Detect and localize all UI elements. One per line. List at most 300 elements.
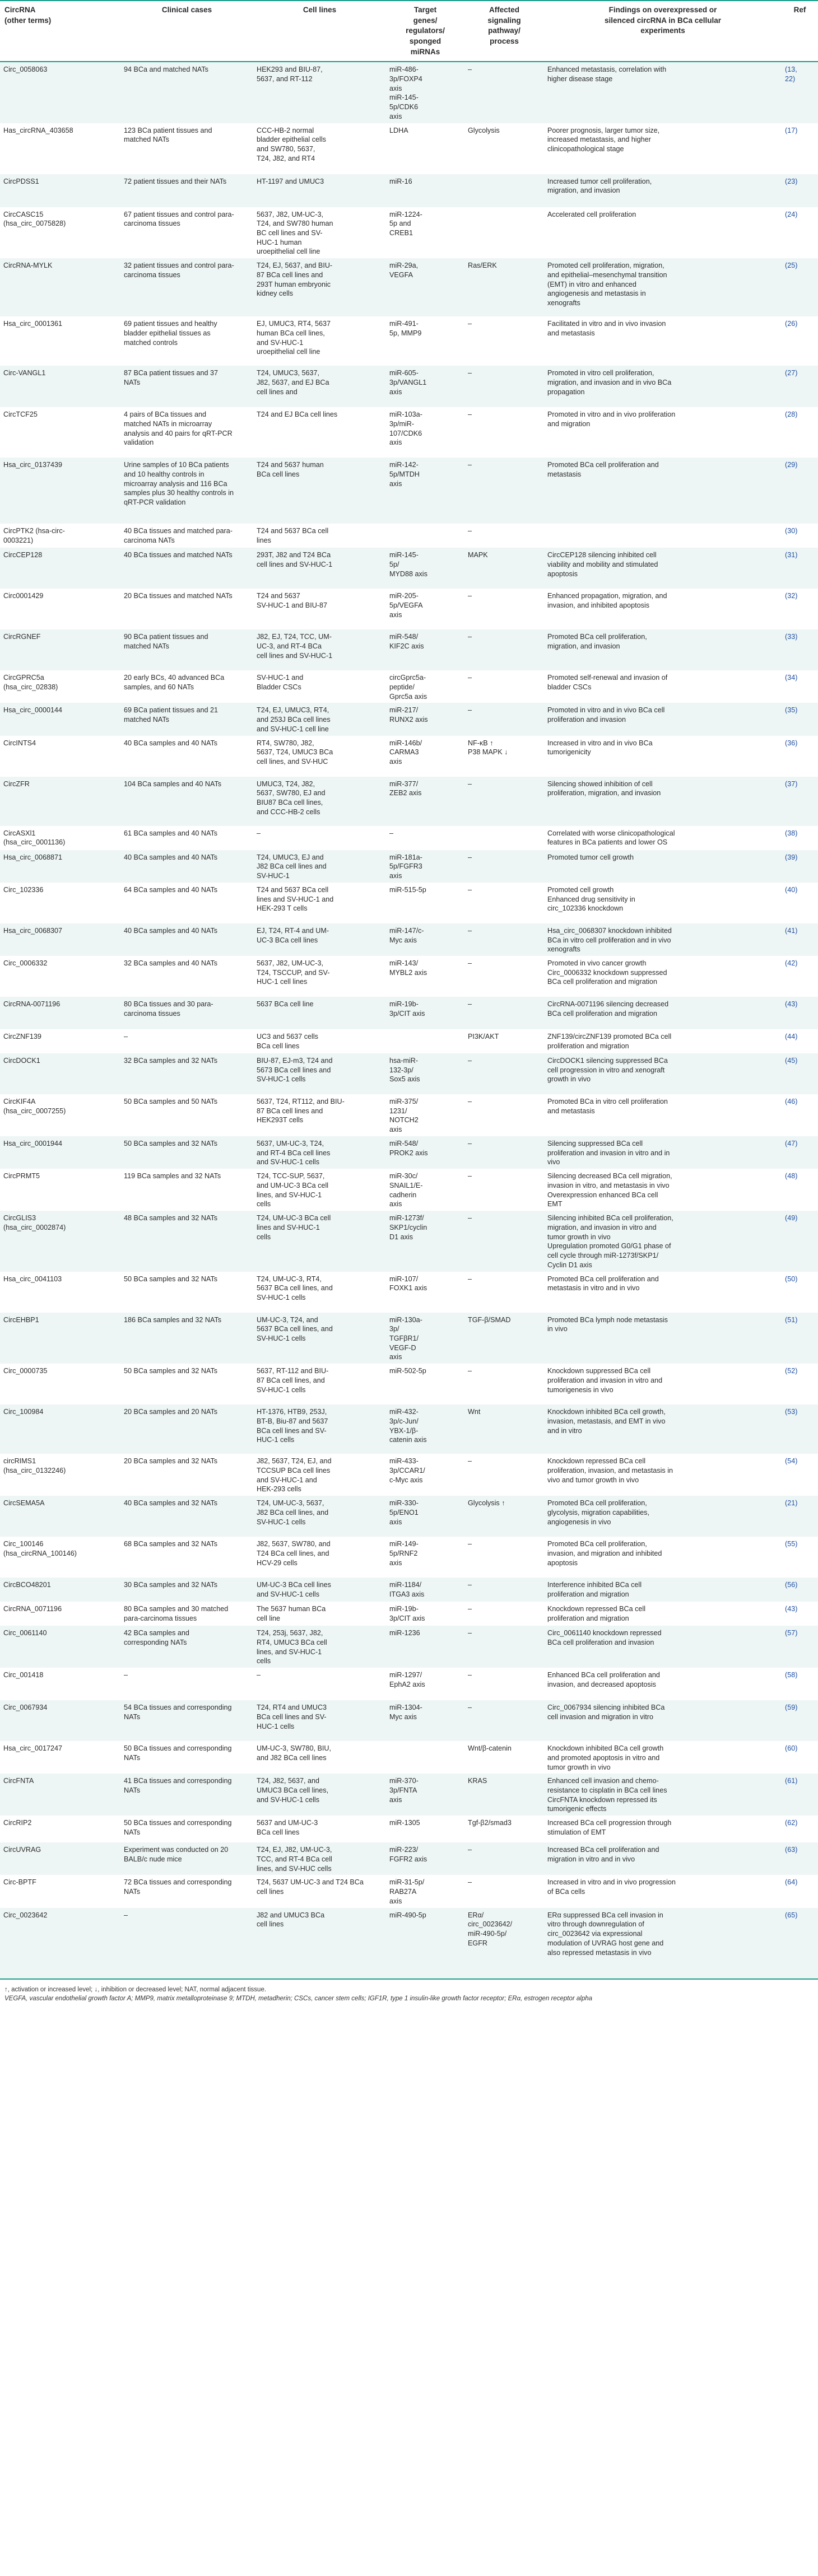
cell-clinical-cases: 94 BCa and matched NATs (124, 66, 208, 74)
cell-clinical-cases: 50 BCa samples and 32 NATs (124, 1139, 218, 1147)
cell-ref: (50) (785, 1275, 798, 1283)
cell-ref: (38) (785, 829, 798, 837)
cell-findings: Increased BCa cell proliferation and migration in vitro and in vivo (547, 1846, 659, 1863)
table-row (0, 366, 818, 407)
header-ref: Ref (782, 1, 818, 62)
cell-ref: (13, 22) (785, 66, 797, 83)
cell-ref: (61) (785, 1777, 798, 1785)
cell-ref: (25) (785, 262, 798, 270)
table-row (0, 1908, 818, 1979)
cell-target-genes: – (389, 829, 394, 837)
cell-ref: (30) (785, 527, 798, 535)
cell-findings: Silencing suppressed BCa cell proliferation and invasion in vitro and in vivo (547, 1139, 670, 1166)
cell-clinical-cases: 40 BCa samples and 32 NATs (124, 1499, 218, 1508)
cell-target-genes: circGprc5a- peptide/ Gprc5a axis (389, 674, 427, 701)
cell-target-genes (386, 524, 464, 548)
cell-cell-lines: J82 and UMUC3 BCa cell lines (253, 1908, 386, 1979)
cell-clinical-cases: 67 patient tissues and control para- carcinoma tissues (124, 210, 234, 228)
cell-signaling-pathway: KRAS (468, 1777, 487, 1785)
cell-target-genes: miR-16 (389, 177, 412, 185)
cell-signaling-pathway: – (468, 369, 472, 377)
cell-clinical-cases: 32 BCa samples and 40 NATs (124, 959, 218, 968)
cell-ref: (37) (785, 780, 798, 788)
table-row (0, 1741, 818, 1774)
table-row (0, 407, 818, 458)
cell-signaling-pathway: – (468, 853, 472, 861)
cell-cell-lines: T24, EJ, 5637, and BIU- 87 BCa cell lines and 293T human embryonic kidney cells (257, 262, 333, 298)
cell-circrna: CircZNF139 (3, 1033, 41, 1041)
cell-clinical-cases: – (124, 1033, 128, 1041)
cell-target-genes: miR-370- 3p/FNTA axis (389, 1777, 419, 1804)
cell-findings: Promoted in vitro and in vivo BCa cell proliferation and invasion (547, 706, 665, 724)
cell-target-genes: miR-375/ 1231/ NOTCH2 axis (389, 1098, 419, 1134)
table-row (0, 1578, 818, 1602)
cell-ref: (23) (785, 177, 798, 185)
cell-target-genes: miR-491- 5p, MMP9 (389, 320, 422, 337)
cell-clinical-cases: 123 BCa patient tissues and matched NATs (124, 126, 212, 144)
cell-circrna: CircZFR (3, 780, 30, 788)
table-row (0, 629, 818, 670)
cell-target-genes: miR-149- 5p/RNF2 axis (389, 1540, 419, 1567)
cell-cell-lines: SV-HUC-1 and Bladder CSCs (257, 674, 304, 691)
cell-ref: (21) (785, 1499, 798, 1508)
cell-target-genes: miR-1297/ EphA2 axis (389, 1671, 425, 1688)
cell-cell-lines: HEK293 and BIU-87, 5637, and RT-112 (257, 66, 323, 83)
cell-circrna: CircINTS4 (3, 739, 36, 747)
cell-signaling-pathway: – (468, 1057, 472, 1065)
table-row (0, 1169, 818, 1211)
cell-signaling-pathway: – (468, 1605, 472, 1613)
cell-circrna: CircFNTA (3, 1777, 34, 1785)
cell-signaling-pathway: – (468, 320, 472, 328)
cell-signaling-pathway (464, 174, 544, 207)
cell-cell-lines: 5637 BCa cell line (257, 1000, 314, 1009)
cell-target-genes: miR-502-5p (389, 1367, 426, 1375)
cell-clinical-cases: 50 BCa samples and 32 NATs (124, 1275, 218, 1283)
cell-cell-lines: – (257, 1671, 261, 1679)
cell-clinical-cases: – (120, 1908, 253, 1979)
cell-signaling-pathway: – (468, 461, 472, 469)
cell-cell-lines: T24, UMUC3, EJ and J82 BCa cell lines and SV-HUC-1 (257, 853, 327, 880)
cell-clinical-cases: 80 BCa samples and 30 matched para-carcinoma tissues (124, 1605, 229, 1622)
cell-clinical-cases: Urine samples of 10 BCa patients and 10 healthy controls in microarray analysis and 116 BCa samples plus 30 healthy controls in qRT-PCR validation (124, 461, 234, 507)
cell-findings: Increased BCa cell progression through stimulation of EMT (547, 1819, 672, 1836)
cell-circrna: Hsa_circ_0017247 (3, 1744, 63, 1753)
cell-circrna: CircRNA-MYLK (3, 262, 53, 270)
cell-signaling-pathway: – (468, 633, 472, 641)
cell-signaling-pathway (464, 826, 544, 850)
cell-clinical-cases: 48 BCa samples and 32 NATs (124, 1214, 218, 1222)
cell-cell-lines: T24, UM-UC-3, RT4, 5637 BCa cell lines, and SV-HUC-1 cells (257, 1275, 333, 1301)
cell-findings: Increased in vitro and in vivo progression of BCa cells (547, 1878, 676, 1896)
cell-cell-lines: EJ, UMUC3, RT4, 5637 human BCa cell lines, and SV-HUC-1 uroepithelial cell line (257, 320, 331, 356)
table-row (0, 1136, 818, 1169)
cell-findings: Promoted BCa lymph node metastasis in vivo (547, 1315, 668, 1333)
cell-target-genes: miR-103a- 3p/miR- 107/CDK6 axis (389, 410, 422, 447)
cell-target-genes: miR-432- 3p/c-Jun/ YBX-1/β- catenin axis (389, 1408, 427, 1444)
cell-findings: Promoted cell growth Enhanced drug sensitivity in circ_102336 knockdown (547, 885, 635, 913)
cell-signaling-pathway: – (468, 1671, 472, 1679)
footnote-symbols: ↑, activation or increased level; ↓, inhibition or decreased level; NAT, normal adjacent tissue. (4, 1986, 267, 1993)
cell-findings: Interference inhibited BCa cell proliferation and migration (547, 1581, 642, 1598)
cell-findings: Knockdown repressed BCa cell proliferation and migration (547, 1605, 646, 1622)
cell-cell-lines: UM-UC-3, T24, and 5637 BCa cell lines, and SV-HUC-1 cells (257, 1315, 333, 1342)
cell-findings: Increased tumor cell proliferation, migration, and invasion (547, 177, 652, 195)
cell-circrna: Circ-BPTF (3, 1878, 36, 1887)
cell-circrna: Circ_0000735 (3, 1367, 48, 1375)
table-header (0, 1, 818, 62)
cell-signaling-pathway: – (468, 1581, 472, 1589)
cell-ref: (55) (785, 1540, 798, 1548)
cell-signaling-pathway: MAPK (468, 551, 488, 559)
cell-cell-lines: T24 and 5637 SV-HUC-1 and BIU-87 (257, 592, 327, 609)
cell-cell-lines: RT4, SW780, J82, 5637, T24, UMUC3 BCa cell lines, and SV-HUC (257, 739, 333, 766)
cell-findings: Enhanced cell invasion and chemo- resistance to cisplatin in BCa cell lines CircFNTA knockdown repressed its tumorigenic effects (547, 1777, 667, 1813)
cell-clinical-cases: 50 BCa tissues and corresponding NATs (124, 1744, 232, 1762)
cell-ref: (39) (785, 853, 798, 861)
cell-signaling-pathway: – (468, 1540, 472, 1548)
cell-ref: (31) (785, 551, 798, 559)
cell-clinical-cases: 61 BCa samples and 40 NATs (124, 829, 218, 837)
table-row (0, 1668, 818, 1700)
cell-circrna: Circ_0023642 (0, 1908, 120, 1979)
cell-findings: Promoted self-renewal and invasion of bladder CSCs (547, 674, 668, 691)
cell-signaling-pathway: – (468, 1629, 472, 1637)
cell-findings: Knockdown repressed BCa cell proliferation, invasion, and metastasis in vivo and tumor growth in vivo (547, 1457, 673, 1484)
cell-signaling-pathway: – (468, 592, 472, 600)
cell-findings: Promoted BCa cell proliferation, migration, and invasion (547, 633, 647, 650)
cell-findings: Circ_0061140 knockdown repressed BCa cell proliferation and invasion (547, 1629, 662, 1646)
cell-clinical-cases: 40 BCa samples and 40 NATs (124, 739, 218, 747)
cell-cell-lines: CCC-HB-2 normal bladder epithelial cells and SW780, 5637, T24, J82, and RT4 (257, 126, 326, 162)
cell-clinical-cases: 119 BCa samples and 32 NATs (124, 1172, 221, 1180)
cell-signaling-pathway: – (468, 1704, 472, 1712)
table-row (0, 826, 818, 850)
cell-findings: CircRNA-0071196 silencing decreased BCa cell proliferation and migration (547, 1000, 669, 1018)
cell-target-genes: miR-605- 3p/VANGL1 axis (389, 369, 427, 396)
cell-cell-lines: HT-1197 and UMUC3 (257, 177, 324, 185)
cell-cell-lines: T24, 5637 UM-UC-3 and T24 BCa cell lines (257, 1878, 364, 1896)
cell-circrna: CircTCF25 (3, 410, 38, 419)
cell-cell-lines: T24 and 5637 BCa cell lines and SV-HUC-1 and HEK-293 T cells (257, 885, 334, 913)
cell-target-genes: miR-1224- 5p and CREB1 (389, 210, 422, 237)
cell-cell-lines: 5637, J82, UM-UC-3, T24, TSCCUP, and SV- HUC-1 cell lines (257, 959, 330, 986)
cell-signaling-pathway: Wnt/β-catenin (468, 1744, 512, 1753)
header-cell-lines: Cell lines (253, 1, 386, 62)
cell-circrna: CircBCO48201 (3, 1581, 51, 1589)
cell-signaling-pathway: Tgf-β2/smad3 (468, 1819, 512, 1827)
table-row (0, 1364, 818, 1404)
cell-signaling-pathway: – (468, 1000, 472, 1009)
cell-circrna: CircCEP128 (3, 551, 43, 559)
cell-target-genes: miR-181a- 5p/FGFR3 axis (389, 853, 422, 880)
cell-clinical-cases: 40 BCa samples and 40 NATs (124, 853, 218, 861)
cell-target-genes: miR-1236 (389, 1629, 420, 1637)
cell-circrna: CircSEMA5A (3, 1499, 45, 1508)
cell-circrna: CircPRMT5 (3, 1172, 40, 1180)
cell-ref: (32) (785, 592, 798, 600)
cell-signaling-pathway: – (468, 1367, 472, 1375)
cell-findings: Promoted BCa in vitro cell proliferation and metastasis (547, 1098, 668, 1115)
cell-findings: CircDOCK1 silencing suppressed BCa cell progression in vitro and xenograft growth in vivo (547, 1057, 668, 1084)
cell-signaling-pathway: – (468, 1098, 472, 1106)
cell-cell-lines: T24 and 5637 human BCa cell lines (257, 461, 324, 478)
cell-signaling-pathway: – (468, 1139, 472, 1147)
table-row (0, 1816, 818, 1842)
cell-cell-lines: T24, UM-UC-3, 5637, J82 BCa cell lines, and SV-HUC-1 cells (257, 1499, 329, 1526)
cell-clinical-cases: 50 BCa tissues and corresponding NATs (124, 1819, 232, 1836)
table-row (0, 1094, 818, 1136)
table-row (0, 883, 818, 923)
cell-ref: (51) (785, 1315, 798, 1324)
cell-signaling-pathway: – (468, 674, 472, 682)
cell-target-genes: miR-515-5p (389, 885, 426, 894)
cell-findings: Promoted cell proliferation, migration, and epithelial–mesenchymal transition (EMT) in vitro and enhanced angiogenesis and metastasis in xenografts (547, 262, 667, 307)
cell-target-genes: miR-330- 5p/ENO1 axis (389, 1499, 419, 1526)
cell-findings: Promoted BCa cell proliferation and metastasis (547, 461, 659, 478)
cell-signaling-pathway: – (468, 926, 472, 935)
cell-target-genes (386, 1029, 464, 1053)
cell-clinical-cases: 50 BCa samples and 50 NATs (124, 1098, 218, 1106)
cell-ref: (28) (785, 410, 798, 419)
cell-target-genes: miR-143/ MYBL2 axis (389, 959, 427, 977)
cell-cell-lines: UMUC3, T24, J82, 5637, SW780, EJ and BIU87 BCa cell lines, and CCC-HB-2 cells (257, 780, 326, 816)
cell-clinical-cases: 54 BCa tissues and corresponding NATs (124, 1704, 232, 1721)
cell-ref: (40) (785, 885, 798, 894)
cell-ref: (58) (785, 1671, 798, 1679)
cell-cell-lines: The 5637 human BCa cell line (257, 1605, 326, 1622)
cell-signaling-pathway: PI3K/AKT (468, 1033, 499, 1041)
cell-signaling-pathway: Wnt (468, 1408, 481, 1416)
cell-cell-lines: – (257, 829, 261, 837)
cell-target-genes: miR-1305 (389, 1819, 420, 1827)
header-circrna: CircRNA (other terms) (0, 1, 120, 62)
table-row (0, 997, 818, 1029)
cell-target-genes: miR-548/ PROK2 axis (389, 1139, 428, 1157)
cell-circrna: CircRIP2 (3, 1819, 32, 1827)
cell-findings: CircCEP128 silencing inhibited cell viability and mobility and stimulated apoptosis (547, 551, 658, 578)
cell-signaling-pathway: – (468, 527, 472, 535)
cell-cell-lines: UC3 and 5637 cells BCa cell lines (257, 1033, 318, 1050)
cell-signaling-pathway: Glycolysis (468, 126, 500, 134)
cell-clinical-cases: 40 BCa tissues and matched para- carcinoma NATs (124, 527, 233, 544)
cell-ref: (57) (785, 1629, 798, 1637)
cell-ref: (33) (785, 633, 798, 641)
cell-signaling-pathway: – (468, 1214, 472, 1222)
header-clinical-cases: Clinical cases (120, 1, 253, 62)
table-row (0, 258, 818, 316)
cell-ref: (52) (785, 1367, 798, 1375)
cell-circrna: CircGLIS3 (hsa_circ_0002874) (3, 1214, 66, 1231)
table-footnotes (0, 1980, 818, 2004)
cell-circrna: Circ_001418 (3, 1671, 44, 1679)
cell-circrna: CircUVRAG (3, 1846, 41, 1854)
cell-ref: (43) (785, 1605, 798, 1613)
cell-circrna: Circ0001429 (3, 592, 44, 600)
cell-circrna: CircRNA_0071196 (3, 1605, 62, 1613)
cell-cell-lines: T24, RT4 and UMUC3 BCa cell lines and SV- HUC-1 cells (257, 1704, 327, 1730)
cell-ref: (42) (785, 959, 798, 968)
cell-findings: Promoted in vitro and in vivo proliferation and migration (547, 410, 676, 428)
cell-findings: Silencing inhibited BCa cell proliferation, migration, and invasion in vitro and tumor growth in vivo Upregulation promoted G0/G1 phase of cell cycle through miR-1273f/SKP1/ Cyclin D1 axis (547, 1214, 673, 1269)
header-findings: Findings on overexpressed or silenced circRNA in BCa cellular experiments (544, 1, 782, 62)
cell-ref: (41) (785, 926, 798, 935)
cell-clinical-cases: 87 BCa patient tissues and 37 NATs (124, 369, 219, 386)
table-row (0, 524, 818, 548)
table-row (0, 1313, 818, 1364)
cell-circrna: Hsa_circ_0137439 (3, 461, 63, 469)
table-row (0, 548, 818, 589)
cell-target-genes: hsa-miR- 132-3p/ Sox5 axis (389, 1057, 420, 1084)
cell-findings: Silencing decreased BCa cell migration, invasion in vitro, and metastasis in vivo Overexpression enhanced BCa cell EMT (547, 1172, 672, 1208)
header-target-genes: Target genes/ regulators/ sponged miRNAs (386, 1, 464, 62)
cell-clinical-cases: 80 BCa tissues and 30 para- carcinoma tissues (124, 1000, 213, 1018)
cell-circrna: Circ_0058063 (3, 66, 48, 74)
cell-circrna: CircEHBP1 (3, 1315, 39, 1324)
cell-cell-lines: T24, UMUC3, 5637, J82, 5637, and EJ BCa cell lines and (257, 369, 329, 396)
cell-ref: (35) (785, 706, 798, 715)
cell-findings: Hsa_circ_0068307 knockdown inhibited BCa in vitro cell proliferation and in vivo xenografts (547, 926, 672, 954)
cell-target-genes: miR-146b/ CARMA3 axis (389, 739, 422, 766)
cell-signaling-pathway: – (468, 66, 472, 74)
cell-circrna: CircGPRC5a (hsa_circ_02838) (3, 674, 58, 691)
cell-cell-lines: 5637, UM-UC-3, T24, and RT-4 BCa cell lines and SV-HUC-1 cells (257, 1139, 331, 1166)
table-row (0, 1875, 818, 1907)
cell-circrna: Hsa_circ_0068307 (3, 926, 63, 935)
cell-findings: Enhanced BCa cell proliferation and invasion, and decreased apoptosis (547, 1671, 660, 1688)
cell-circrna: CircRNA-0071196 (3, 1000, 61, 1009)
cell-target-genes: miR-433- 3p/CCAR1/ c-Myc axis (389, 1457, 425, 1484)
cell-target-genes: miR-217/ RUNX2 axis (389, 706, 428, 724)
cell-ref: (48) (785, 1172, 798, 1180)
cell-circrna: circRIMS1 (hsa_circ_0132246) (3, 1457, 66, 1474)
cell-ref: (46) (785, 1098, 798, 1106)
cell-target-genes: miR-223/ FGFR2 axis (389, 1846, 427, 1863)
cell-cell-lines: T24, J82, 5637, and UMUC3 BCa cell lines, and SV-HUC-1 cells (257, 1777, 329, 1804)
cell-circrna: Hsa_circ_0001944 (3, 1139, 63, 1147)
cell-circrna: Circ_0067934 (3, 1704, 48, 1712)
cell-target-genes: miR-107/ FOXK1 axis (389, 1275, 427, 1292)
cell-ref: (62) (785, 1819, 798, 1827)
cell-target-genes: miR-19b- 3p/CIT axis (389, 1000, 425, 1018)
cell-cell-lines: 5637, J82, UM-UC-3, T24, and SW780 human BC cell lines and SV- HUC-1 human uroepithelial cell line (257, 210, 333, 256)
cell-findings: Promoted in vitro cell proliferation, migration, and invasion and in vivo BCa propagation (547, 369, 672, 396)
cell-circrna: CircASXl1 (hsa_circ_0001136) (3, 829, 66, 847)
table-row (0, 1211, 818, 1271)
cell-findings: Promoted tumor cell growth (547, 853, 634, 861)
table-row (0, 1029, 818, 1053)
cell-cell-lines: EJ, T24, RT-4 and UM- UC-3 BCa cell lines (257, 926, 329, 944)
cell-clinical-cases: 40 BCa samples and 40 NATs (124, 926, 218, 935)
cell-cell-lines: 5637, RT-112 and BIU- 87 BCa cell lines, and SV-HUC-1 cells (257, 1367, 329, 1394)
cell-target-genes (386, 1741, 464, 1774)
cell-ref: (45) (785, 1057, 798, 1065)
cell-target-genes: miR-147/c- Myc axis (389, 926, 424, 944)
cell-findings: Silencing showed inhibition of cell proliferation, migration, and invasion (547, 780, 661, 797)
cell-target-genes: miR-1273f/ SKP1/cyclin D1 axis (389, 1214, 427, 1241)
cell-ref: (63) (785, 1846, 798, 1854)
cell-ref: (44) (785, 1033, 798, 1041)
cell-ref: (65) (782, 1908, 818, 1979)
cell-circrna: CircRGNEF (3, 633, 41, 641)
table-row (0, 207, 818, 259)
table-row (0, 1842, 818, 1875)
cell-ref: (49) (785, 1214, 798, 1222)
cell-ref: (29) (785, 461, 798, 469)
cell-findings: Enhanced propagation, migration, and invasion, and inhibited apoptosis (547, 592, 667, 609)
footnote-abbreviations: VEGFA, vascular endothelial growth factor A; MMP9, matrix metalloproteinase 9; MTDH, metadherin; CSCs, cancer stem cells; IGF1R, type 1 insulin-like growth factor receptor; ERα, estrogen receptor alpha (4, 1995, 593, 2003)
cell-findings: Promoted BCa cell proliferation and metastasis in vitro and in vivo (547, 1275, 659, 1292)
cell-cell-lines: T24, EJ, J82, UM-UC-3, TCC, and RT-4 BCa cell lines, and SV-HUC cells (257, 1846, 332, 1873)
cell-signaling-pathway: Glycolysis ↑ (468, 1499, 505, 1508)
cell-circrna: Hsa_circ_0041103 (3, 1275, 62, 1283)
cell-cell-lines: 293T, J82 and T24 BCa cell lines and SV-HUC-1 (257, 551, 333, 568)
table-row (0, 1774, 818, 1816)
cell-clinical-cases: 50 BCa samples and 32 NATs (124, 1367, 218, 1375)
cell-signaling-pathway: – (468, 706, 472, 715)
cell-cell-lines: T24, UM-UC-3 BCa cell lines and SV-HUC-1 cells (257, 1214, 331, 1241)
table-row (0, 123, 818, 174)
table-row (0, 1537, 818, 1578)
cell-circrna: CircPTK2 (hsa-circ- 0003221) (3, 527, 65, 544)
cell-cell-lines: J82, EJ, T24, TCC, UM- UC-3, and RT-4 BCa cell lines and SV-HUC-1 (257, 633, 333, 660)
table-row (0, 1053, 818, 1094)
table-row (0, 1496, 818, 1537)
cell-cell-lines: 5637 and UM-UC-3 BCa cell lines (257, 1819, 318, 1836)
cell-clinical-cases: 104 BCa samples and 40 NATs (124, 780, 222, 788)
cell-cell-lines: T24 and 5637 BCa cell lines (257, 527, 329, 544)
cell-signaling-pathway: ERα/ circ_0023642/ miR-490-5p/ EGFR (464, 1908, 544, 1979)
cell-target-genes: miR-486- 3p/FOXP4 axis miR-145- 5p/CDK6 axis (389, 66, 422, 120)
cell-ref: (27) (785, 369, 798, 377)
cell-signaling-pathway: – (468, 1172, 472, 1180)
cell-cell-lines: J82, 5637, SW780, and T24 BCa cell lines, and HCV-29 cells (257, 1540, 331, 1567)
cell-clinical-cases: 20 BCa samples and 20 NATs (124, 1408, 218, 1416)
cell-ref: (59) (785, 1704, 798, 1712)
cell-ref: (54) (785, 1457, 798, 1466)
cell-signaling-pathway: NF-κB ↑ P38 MAPK ↓ (468, 739, 508, 757)
cell-findings: Promoted BCa cell proliferation, glycolysis, migration capabilities, angiogenesis in vivo (547, 1499, 649, 1526)
cell-signaling-pathway: – (468, 780, 472, 788)
cell-findings: Increased in vitro and in vivo BCa tumorigenicity (547, 739, 653, 757)
cell-cell-lines: BIU-87, EJ-m3, T24 and 5673 BCa cell lines and SV-HUC-1 cells (257, 1057, 333, 1084)
cell-cell-lines: J82, 5637, T24, EJ, and TCCSUP BCa cell lines and SV-HUC-1 and HEK-293 cells (257, 1457, 332, 1494)
cell-findings: Correlated with worse clinicopathological features in BCa patients and lower OS (547, 829, 675, 847)
cell-findings: Accelerated cell proliferation (547, 210, 636, 218)
cell-circrna: Circ_100146 (hsa_circRNA_100146) (3, 1540, 77, 1557)
cell-signaling-pathway: – (468, 885, 472, 894)
cell-cell-lines: UM-UC-3 BCa cell lines and SV-HUC-1 cells (257, 1581, 331, 1598)
cell-clinical-cases: 32 BCa samples and 32 NATs (124, 1057, 218, 1065)
cell-circrna: Circ_102336 (3, 885, 44, 894)
cell-clinical-cases: 32 patient tissues and control para- carcinoma tissues (124, 262, 234, 279)
cell-findings: Knockdown inhibited BCa cell growth and promoted apoptosis in vitro and tumor growth in vivo (547, 1744, 664, 1771)
cell-circrna: Hsa_circ_0068871 (3, 853, 63, 861)
cell-target-genes: miR-130a- 3p/ TGFβR1/ VEGF-D axis (389, 1315, 422, 1361)
cell-findings: Poorer prognosis, larger tumor size, increased metastasis, and higher clinicopathological stage (547, 126, 660, 153)
table-row (0, 458, 818, 524)
cell-clinical-cases: 69 patient tissues and healthy bladder epithelial tissues as matched controls (124, 320, 217, 347)
cell-clinical-cases: 40 BCa tissues and matched NATs (124, 551, 233, 559)
cell-target-genes: miR-19b- 3p/CIT axis (389, 1605, 425, 1622)
cell-clinical-cases: 72 patient tissues and their NATs (124, 177, 227, 185)
cell-circrna: Circ_0061140 (3, 1629, 47, 1637)
table-row (0, 670, 818, 703)
cell-target-genes: miR-377/ ZEB2 axis (389, 780, 422, 797)
cell-findings: Knockdown suppressed BCa cell proliferation and invasion in vitro and tumorigenesis in vivo (547, 1367, 663, 1394)
cell-signaling-pathway: Ras/ERK (468, 262, 497, 270)
cell-signaling-pathway: – (468, 1275, 472, 1283)
